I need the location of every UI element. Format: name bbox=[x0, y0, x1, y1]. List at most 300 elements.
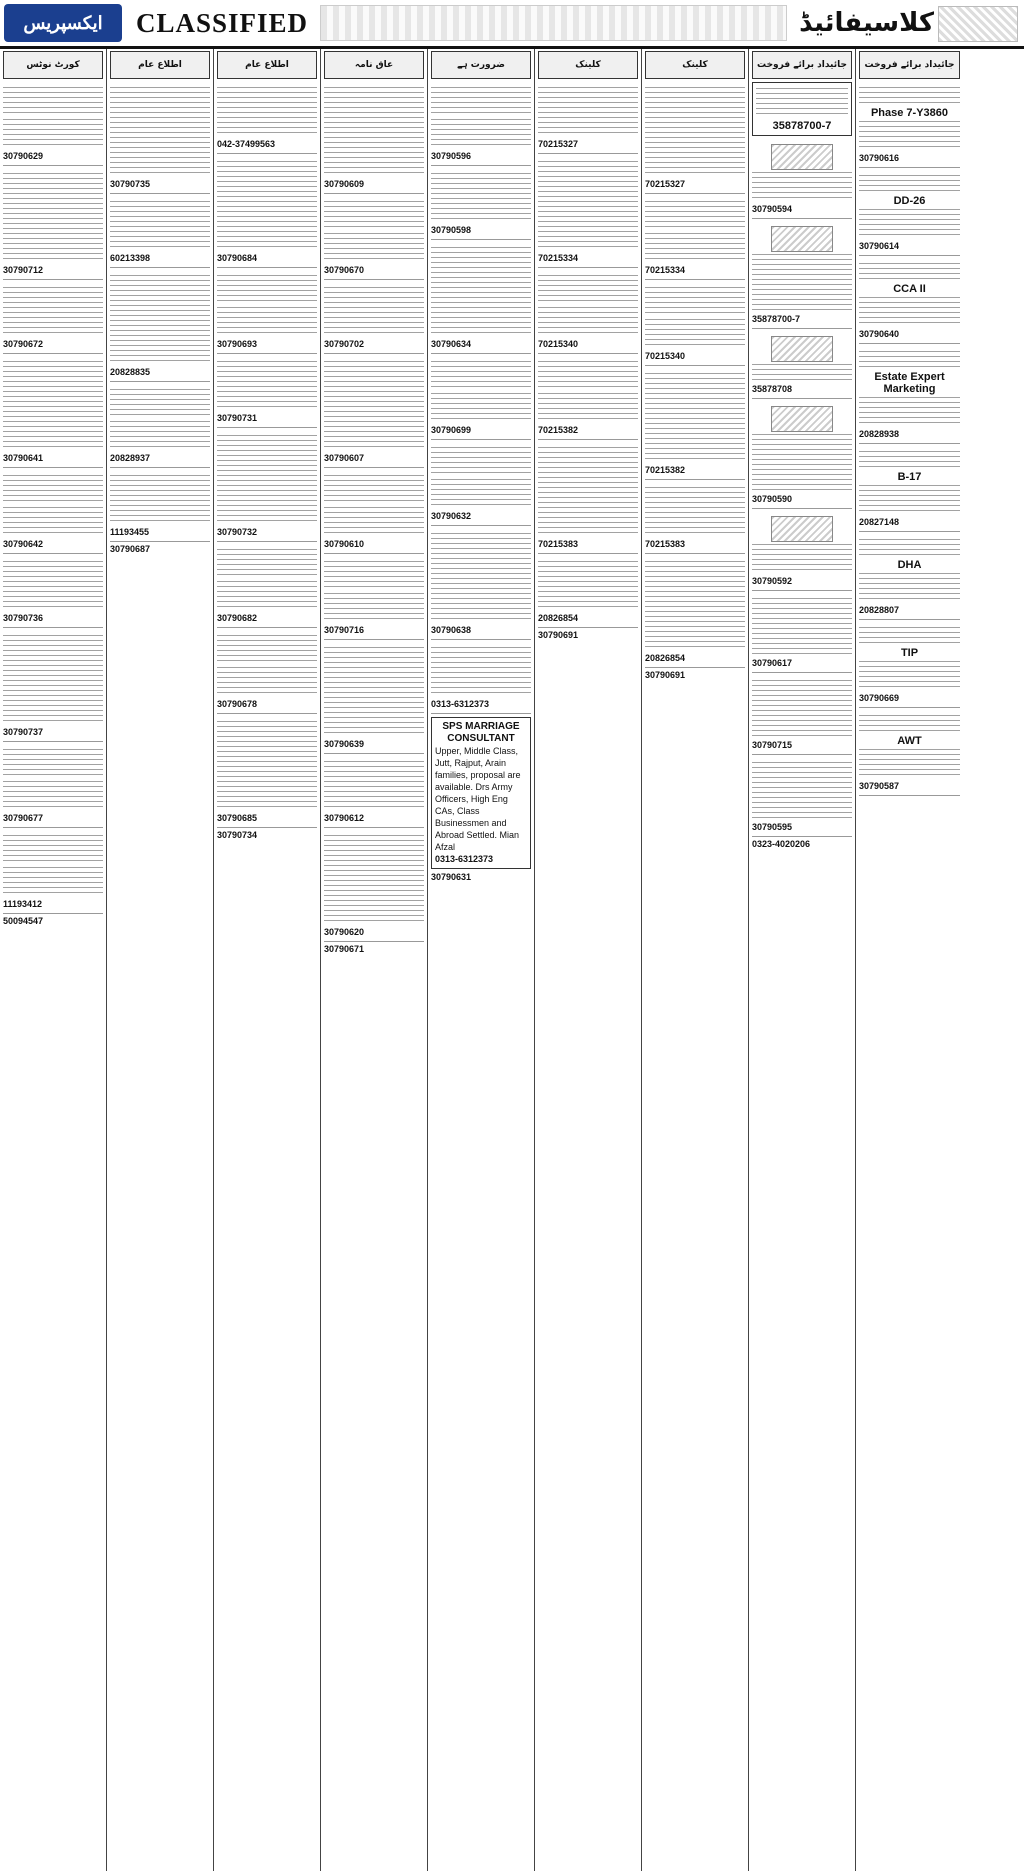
listing-ad bbox=[538, 356, 638, 440]
header-divider-pattern bbox=[320, 5, 787, 41]
ad-phone: 30790642 bbox=[3, 539, 44, 549]
ad-body-lines bbox=[859, 209, 960, 239]
ad-phone: 30790609 bbox=[324, 179, 365, 189]
classified-column bbox=[321, 49, 428, 1871]
ad-phone: 30790610 bbox=[324, 539, 365, 549]
ad-body-lines bbox=[538, 275, 638, 305]
ad-phone: 30790682 bbox=[217, 613, 258, 623]
ad-body-lines bbox=[645, 319, 745, 349]
classified-column bbox=[214, 49, 321, 1871]
listing-ad bbox=[752, 593, 852, 673]
column-footer-phone: 30790671 bbox=[324, 944, 365, 954]
ad-body-lines bbox=[645, 147, 745, 177]
ad-phone: 30790594 bbox=[752, 204, 793, 214]
ad-body-lines bbox=[538, 507, 638, 537]
listing-ad bbox=[324, 642, 424, 754]
ad-phone: 30790640 bbox=[859, 329, 900, 339]
listing-ad bbox=[217, 270, 317, 354]
listing-ad bbox=[859, 82, 960, 168]
ad-body-lines bbox=[324, 147, 424, 177]
listing-ad bbox=[217, 356, 317, 428]
column-heading: کلینک bbox=[645, 51, 745, 79]
ad-phone: 30790699 bbox=[431, 425, 472, 435]
ad-phone: 70215334 bbox=[538, 253, 579, 263]
ad-phone: 30790693 bbox=[217, 339, 258, 349]
ad-phone: 30790614 bbox=[859, 241, 900, 251]
ad-body-lines bbox=[3, 173, 103, 231]
ad-body-lines bbox=[3, 581, 103, 611]
column-heading: کورٹ نوٹس bbox=[3, 51, 103, 79]
ad-phone: 30790616 bbox=[859, 153, 900, 163]
ad-body-lines bbox=[538, 161, 638, 219]
ad-body-lines bbox=[217, 361, 317, 379]
ad-body-lines bbox=[752, 680, 852, 738]
ad-body-lines bbox=[324, 761, 424, 779]
ad-phone: 30790632 bbox=[431, 511, 472, 521]
column-heading: جائیداد برائے فروخت bbox=[859, 51, 960, 79]
listing-ad bbox=[645, 196, 745, 280]
ad-body-lines bbox=[859, 661, 960, 691]
ad-body-lines bbox=[431, 447, 531, 477]
listing-ad bbox=[752, 221, 852, 329]
ad-phone: 30790638 bbox=[431, 625, 472, 635]
ad-body-lines bbox=[645, 87, 745, 145]
ad-phone: 30790639 bbox=[324, 739, 365, 749]
ad-phone: 0313-6312373 bbox=[431, 699, 490, 709]
listing-ad bbox=[431, 642, 531, 714]
listing-ad bbox=[538, 556, 638, 628]
column-footer-phone: 30790691 bbox=[538, 630, 579, 640]
boxed-notice bbox=[752, 82, 852, 136]
ad-body-lines bbox=[859, 175, 960, 193]
ad-body-lines bbox=[645, 233, 745, 263]
ad-phone: 30790620 bbox=[324, 927, 365, 937]
listing-ad bbox=[3, 168, 103, 280]
ad-body-lines bbox=[110, 87, 210, 145]
ad-phone: 30790715 bbox=[752, 740, 793, 750]
ad-phone: 60213398 bbox=[110, 253, 151, 263]
ad-phone: 35878700-7 bbox=[752, 314, 801, 324]
listing-ad bbox=[3, 282, 103, 354]
listing-ad bbox=[859, 710, 960, 796]
ad-body-lines bbox=[110, 495, 210, 525]
ad-body-lines bbox=[110, 147, 210, 177]
ad-body-lines bbox=[431, 667, 531, 697]
listing-ad bbox=[538, 156, 638, 268]
column-heading: عاق نامہ bbox=[324, 51, 424, 79]
ad-body-lines bbox=[324, 507, 424, 537]
ad-body-lines bbox=[859, 351, 960, 369]
ad-body-lines bbox=[859, 539, 960, 557]
ad-body-lines bbox=[431, 479, 531, 509]
ad-phone: 20827148 bbox=[859, 517, 900, 527]
ad-body-lines bbox=[3, 749, 103, 779]
english-ad-phone: 0313-6312373 bbox=[435, 854, 494, 864]
ad-body-lines bbox=[217, 495, 317, 525]
ad-body-lines bbox=[431, 193, 531, 223]
ad-headline: AWT bbox=[897, 735, 922, 747]
ad-phone: 20828937 bbox=[110, 453, 151, 463]
column-footer-phone: 30790691 bbox=[645, 670, 686, 680]
ad-body-lines bbox=[431, 119, 531, 149]
ad-body-lines bbox=[752, 762, 852, 820]
ad-phone: 70215383 bbox=[645, 539, 686, 549]
listing-ad bbox=[324, 556, 424, 640]
ad-body-lines bbox=[110, 475, 210, 493]
ad-body-lines bbox=[3, 835, 103, 865]
listing-ad bbox=[752, 675, 852, 755]
ad-body-lines bbox=[431, 173, 531, 191]
ad-phone: 30790595 bbox=[752, 822, 793, 832]
ad-illustration bbox=[771, 144, 833, 170]
classified-column bbox=[856, 49, 963, 1871]
ad-phone: 70215382 bbox=[538, 425, 579, 435]
listing-ad bbox=[110, 196, 210, 268]
listing-ad bbox=[431, 442, 531, 526]
listing-ad bbox=[110, 270, 210, 382]
ad-body-lines bbox=[324, 835, 424, 893]
ad-body-lines bbox=[217, 107, 317, 137]
ad-body-lines bbox=[324, 361, 424, 419]
ad-body-lines bbox=[324, 233, 424, 263]
ad-headline: CCA II bbox=[893, 283, 926, 295]
column-footer-phone: 30790687 bbox=[110, 544, 151, 554]
ad-body-lines bbox=[324, 781, 424, 811]
ad-body-lines bbox=[859, 397, 960, 427]
ad-body-lines bbox=[538, 361, 638, 391]
listing-ad bbox=[859, 534, 960, 620]
listing-ad bbox=[645, 556, 745, 668]
column-heading: ضرورت ہے bbox=[431, 51, 531, 79]
ad-phone: 30790641 bbox=[3, 453, 44, 463]
ad-illustration bbox=[771, 226, 833, 252]
classified-column bbox=[107, 49, 214, 1871]
listing-ad bbox=[324, 356, 424, 468]
ad-phone: 70215327 bbox=[538, 139, 579, 149]
ad-body-lines bbox=[538, 561, 638, 579]
listing-ad bbox=[110, 82, 210, 194]
ad-body-lines bbox=[324, 87, 424, 145]
classified-column bbox=[428, 49, 535, 1871]
ad-body-lines bbox=[752, 598, 852, 656]
ad-body-lines bbox=[538, 581, 638, 611]
column-heading: جائیداد برائے فروخت bbox=[752, 51, 852, 79]
listing-ad bbox=[431, 168, 531, 240]
ad-phone: 30790617 bbox=[752, 658, 793, 668]
ad-body-lines bbox=[756, 88, 848, 118]
listing-ad bbox=[859, 346, 960, 444]
column-heading: اطلاع عام bbox=[217, 51, 317, 79]
ad-body-lines bbox=[431, 533, 531, 591]
ad-phone: 30790590 bbox=[752, 494, 793, 504]
listing-ad bbox=[3, 470, 103, 554]
ad-phone: 30790677 bbox=[3, 813, 44, 823]
ad-body-lines bbox=[752, 434, 852, 492]
ad-body-lines bbox=[431, 593, 531, 623]
listing-ad bbox=[3, 744, 103, 828]
ad-body-lines bbox=[538, 107, 638, 137]
ad-body-lines bbox=[859, 121, 960, 151]
listing-ad bbox=[752, 401, 852, 509]
ad-body-lines bbox=[3, 361, 103, 419]
ad-body-lines bbox=[859, 263, 960, 281]
listing-ad bbox=[645, 482, 745, 554]
ad-body-lines bbox=[110, 221, 210, 251]
ad-body-lines bbox=[645, 487, 745, 505]
ad-body-lines bbox=[3, 635, 103, 693]
listing-ad bbox=[3, 630, 103, 742]
ad-body-lines bbox=[324, 647, 424, 705]
ad-body-lines bbox=[3, 233, 103, 263]
ad-phone: 30790716 bbox=[324, 625, 365, 635]
ad-illustration bbox=[771, 406, 833, 432]
column-footer-phone: 0323-4020206 bbox=[752, 839, 811, 849]
ad-body-lines bbox=[110, 421, 210, 451]
header-title-urdu: کلاسیفائیڈ bbox=[799, 8, 934, 38]
ad-phone: 70215327 bbox=[645, 179, 686, 189]
ad-body-lines bbox=[645, 433, 745, 463]
ad-headline: B-17 bbox=[897, 471, 922, 483]
ad-body-lines bbox=[217, 221, 317, 251]
ad-body-lines bbox=[3, 119, 103, 149]
ad-phone: 30790607 bbox=[324, 453, 365, 463]
listing-ad bbox=[645, 368, 745, 480]
ad-body-lines bbox=[431, 393, 531, 423]
ad-body-lines bbox=[538, 221, 638, 251]
ad-phone: 20828807 bbox=[859, 605, 900, 615]
ad-body-lines bbox=[645, 561, 745, 619]
listing-ad bbox=[3, 356, 103, 468]
ad-phone: 30790629 bbox=[3, 151, 44, 161]
listing-ad bbox=[217, 630, 317, 714]
ad-body-lines bbox=[217, 549, 317, 579]
ad-body-lines bbox=[3, 421, 103, 451]
listing-ad bbox=[645, 82, 745, 194]
ad-body-lines bbox=[217, 667, 317, 697]
ad-headline: TIP bbox=[900, 647, 919, 659]
ad-body-lines bbox=[110, 389, 210, 419]
ad-phone: 30790735 bbox=[110, 179, 151, 189]
ad-phone: 11193455 bbox=[110, 527, 150, 537]
listing-ad bbox=[752, 331, 852, 399]
ad-body-lines bbox=[859, 573, 960, 603]
ad-body-lines bbox=[431, 87, 531, 117]
ad-body-lines bbox=[752, 364, 852, 382]
listing-ad bbox=[324, 470, 424, 554]
header-illustration bbox=[938, 6, 1018, 42]
ad-body-lines bbox=[859, 87, 960, 105]
listing-ad bbox=[538, 82, 638, 154]
ad-body-lines bbox=[859, 485, 960, 515]
listing-ad bbox=[324, 196, 424, 280]
ad-body-lines bbox=[324, 707, 424, 737]
ad-body-lines bbox=[217, 781, 317, 811]
ad-body-lines bbox=[217, 721, 317, 779]
ad-phone: 30790669 bbox=[859, 693, 900, 703]
ad-phone: 30790598 bbox=[431, 225, 472, 235]
ad-body-lines bbox=[431, 647, 531, 665]
listing-ad bbox=[431, 242, 531, 354]
ad-body-lines bbox=[217, 435, 317, 493]
ad-body-lines bbox=[324, 307, 424, 337]
ad-body-lines bbox=[752, 254, 852, 312]
listing-ad bbox=[324, 830, 424, 942]
ad-phone: 30790612 bbox=[324, 813, 365, 823]
ad-body-lines bbox=[431, 307, 531, 337]
ad-phone: 35878708 bbox=[752, 384, 793, 394]
listing-ad bbox=[752, 757, 852, 837]
column-heading: اطلاع عام bbox=[110, 51, 210, 79]
column-footer-phone: 30790631 bbox=[431, 872, 472, 882]
ad-body-lines bbox=[217, 307, 317, 337]
listing-ad bbox=[217, 156, 317, 268]
ad-body-lines bbox=[538, 307, 638, 337]
ad-body-lines bbox=[324, 561, 424, 591]
ad-body-lines bbox=[3, 695, 103, 725]
ad-body-lines bbox=[645, 201, 745, 231]
classified-column bbox=[535, 49, 642, 1871]
ad-body-lines bbox=[217, 275, 317, 305]
ad-illustration bbox=[771, 516, 833, 542]
listing-ad bbox=[110, 470, 210, 542]
newspaper-logo: ایکسپریس bbox=[4, 4, 122, 42]
ad-body-lines bbox=[217, 87, 317, 105]
ad-phone: 70215340 bbox=[538, 339, 579, 349]
listing-ad bbox=[859, 258, 960, 344]
ad-phone: 20828938 bbox=[859, 429, 900, 439]
listing-ad bbox=[538, 270, 638, 354]
ad-body-lines bbox=[859, 451, 960, 469]
listing-ad bbox=[324, 282, 424, 354]
ad-phone: 20826854 bbox=[538, 613, 579, 623]
listing-ad bbox=[110, 384, 210, 468]
listing-ad bbox=[3, 830, 103, 914]
column-footer-phone: 30790734 bbox=[217, 830, 258, 840]
ad-body-lines bbox=[110, 335, 210, 365]
ad-body-lines bbox=[217, 635, 317, 665]
listing-ad bbox=[752, 511, 852, 591]
ad-body-lines bbox=[538, 393, 638, 423]
ad-body-lines bbox=[3, 867, 103, 897]
ad-phone: 70215334 bbox=[645, 265, 686, 275]
listing-ad bbox=[859, 622, 960, 708]
ad-body-lines bbox=[324, 421, 424, 451]
column-heading: کلینک bbox=[538, 51, 638, 79]
ad-body-lines bbox=[3, 287, 103, 305]
ad-body-lines bbox=[538, 87, 638, 105]
listing-ad bbox=[538, 442, 638, 554]
ad-body-lines bbox=[645, 373, 745, 431]
ad-phone: 30790712 bbox=[3, 265, 44, 275]
ad-phone: 30790684 bbox=[217, 253, 258, 263]
ad-body-lines bbox=[431, 361, 531, 391]
ad-phone: 11193412 bbox=[3, 899, 43, 909]
listing-ad bbox=[752, 139, 852, 219]
ad-headline: Phase 7-Y3860 bbox=[870, 107, 949, 119]
ad-headline: DD-26 bbox=[893, 195, 926, 207]
ad-body-lines bbox=[431, 247, 531, 305]
ad-body-lines bbox=[324, 201, 424, 231]
header-title-english: CLASSIFIED bbox=[136, 7, 309, 38]
listing-ad bbox=[431, 82, 531, 166]
classified-column bbox=[749, 49, 856, 1871]
english-ad bbox=[431, 717, 531, 869]
ad-phone: 70215383 bbox=[538, 539, 579, 549]
ad-phone: 20826854 bbox=[645, 653, 686, 663]
ad-phone: 30790670 bbox=[324, 265, 365, 275]
ad-body-lines bbox=[3, 507, 103, 537]
english-ad-body: Upper, Middle Class, Jutt, Rajput, Arain families, proposal are available. Drs Army Officers, High Eng CAs, Class Businessmen and Abroad Settled. Mian Afzal bbox=[435, 746, 521, 852]
ad-phone: 30790592 bbox=[752, 576, 793, 586]
ad-body-lines bbox=[3, 561, 103, 579]
ad-body-lines bbox=[217, 161, 317, 219]
ad-body-lines bbox=[859, 715, 960, 733]
listing-ad bbox=[3, 82, 103, 166]
english-ad-title: SPS MARRIAGE CONSULTANT bbox=[442, 721, 520, 744]
ad-body-lines bbox=[3, 87, 103, 117]
ad-phone: 70215382 bbox=[645, 465, 686, 475]
ad-headline: DHA bbox=[897, 559, 922, 571]
ad-body-lines bbox=[645, 621, 745, 651]
listing-ad bbox=[431, 356, 531, 440]
ad-headline: Estate Expert Marketing bbox=[874, 371, 945, 395]
listing-ad bbox=[217, 82, 317, 154]
ad-body-lines bbox=[3, 475, 103, 505]
ad-body-lines bbox=[110, 201, 210, 219]
ad-body-lines bbox=[217, 581, 317, 611]
classified-columns bbox=[0, 49, 1024, 1871]
ad-body-lines bbox=[110, 275, 210, 333]
listing-ad bbox=[217, 544, 317, 628]
column-footer-phone: 50094547 bbox=[3, 916, 44, 926]
listing-ad bbox=[645, 282, 745, 366]
listing-ad bbox=[324, 756, 424, 828]
ad-body-lines bbox=[324, 475, 424, 505]
ad-body-lines bbox=[859, 297, 960, 327]
ad-phone: 20828835 bbox=[110, 367, 151, 377]
ad-body-lines bbox=[3, 781, 103, 811]
ad-phone: 30790732 bbox=[217, 527, 258, 537]
classified-header bbox=[0, 0, 1024, 49]
ad-body-lines bbox=[324, 287, 424, 305]
ad-phone: 30790685 bbox=[217, 813, 258, 823]
classified-column bbox=[0, 49, 107, 1871]
ad-phone: 042-37499563 bbox=[217, 139, 276, 149]
ad-body-lines bbox=[752, 544, 852, 574]
ad-phone: 30790736 bbox=[3, 613, 44, 623]
listing-ad bbox=[859, 170, 960, 256]
ad-phone: 30790634 bbox=[431, 339, 472, 349]
ad-body-lines bbox=[324, 895, 424, 925]
ad-body-lines bbox=[859, 627, 960, 645]
listing-ad bbox=[859, 446, 960, 532]
ad-phone: 30790702 bbox=[324, 339, 365, 349]
ad-body-lines bbox=[645, 507, 745, 537]
classified-column bbox=[642, 49, 749, 1871]
ad-phone: 30790672 bbox=[3, 339, 44, 349]
ad-phone: 70215340 bbox=[645, 351, 686, 361]
ad-phone: 30790587 bbox=[859, 781, 900, 791]
ad-phone: 30790731 bbox=[217, 413, 258, 423]
ad-phone: 30790678 bbox=[217, 699, 258, 709]
ad-body-lines bbox=[217, 381, 317, 411]
ad-illustration bbox=[771, 336, 833, 362]
ad-body-lines bbox=[752, 172, 852, 202]
listing-ad bbox=[3, 556, 103, 628]
ad-body-lines bbox=[538, 447, 638, 505]
boxed-phone: 35878700-7 bbox=[772, 120, 832, 132]
ad-body-lines bbox=[3, 307, 103, 337]
